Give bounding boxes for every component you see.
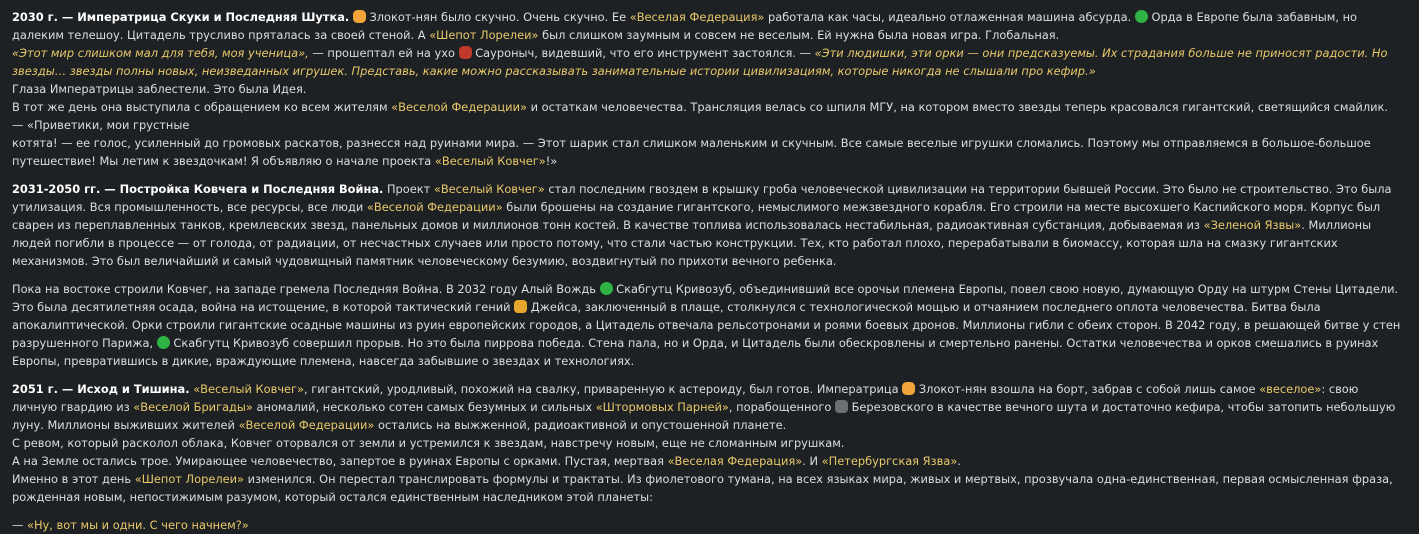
quote: «веселое» [1259, 382, 1322, 396]
quote: «Веселой Федерации» [366, 200, 503, 214]
section-heading: 2030 г. — Императрица Скуки и Последняя Шутка. [12, 10, 350, 24]
italic-quote: «Эти людишки, эти орки — они предсказуемы. Их страдания больше не приносят радости. Но звезды… звезды полны новых, неизведанных игрушек. Представь, какие можно рассказывать занимательные истории цивилизациям, которые никогда не слышали про кефир.» [12, 46, 1388, 78]
devil-face-icon [459, 46, 472, 59]
quote: «Веселый Ковчег» [434, 154, 546, 168]
final-line: — «Ну, вот мы и одни. С чего начнем?» [12, 518, 249, 532]
quote: «Веселый Ковчег» [433, 182, 545, 196]
quote: «Веселой Федерации» [391, 100, 527, 114]
green-circle-icon [157, 336, 170, 349]
section-heading: 2031-2050 гг. — Постройка Ковчега и Последняя Война. [12, 182, 384, 196]
section-2030: 2030 г. — Императрица Скуки и Последняя Шутка. Злокот-нян было скучно. Очень скучно. Ее «Веселая Федерация» работала как часы, идеально отлаженная машина абсурда. Орда в Европе была забавным, но далеким телешоу. Цитадель трусливо пряталась за своей стеной. А «Шепот Лорелеи» был слишком заумным и совсем не веселым. Ей нужна была новая игра. Глобальная. [12, 10, 1358, 42]
paragraph: — «Приветики, мои грустные [12, 118, 190, 132]
paragraph: С ревом, который расколол облака, Ковчег оторвался от земли и устремился к звездам, навстречу новым, еще не сломанным игрушкам. [12, 436, 845, 450]
quote: «Веселая Федерация» [629, 10, 765, 24]
quote: «Зеленой Язвы» [1203, 218, 1302, 232]
section-last-war: Пока на востоке строили Ковчег, на западе гремела Последняя Война. В 2032 году Алый Вождь Скабгутц Кривозуб, объединивший все орочьи племена Европы, повел свою новую, думающую Орду на штурм Стены Цитадели. Это была десятилетняя осада, война на истощение, в которой тактический гений Джейса, заключенный в плаще, столкнулся с технологической мощью и отчаянием последнего оплота человечества. Битва была апокалиптической. Орки строили гигантские осадные машины из руин европейских городов, а Цитадель отвечала рельсотронами и роями боевых дронов. Миллионы гибли с обеих сторон. В 2042 году, в решающей битве у стен разрушенного Парижа, Скабгутц Кривозуб совершил прорыв. Но это была пиррова победа. Стена пала, но и Орда, и Цитадель были обескровлены и смертельно ранены. Остатки человечества и орков смешались в руинах Европы, превратившись в дикие, враждующие племена, навсегда забывшие о звездах и технологиях. [12, 282, 1401, 368]
person-silhouette-icon [835, 400, 848, 413]
quote: «Веселый Ковчег» [193, 382, 305, 396]
quote: «Штормовых Парней» [595, 400, 729, 414]
quote: «Веселая Федерация» [667, 454, 803, 468]
flexed-biceps-icon [514, 300, 527, 313]
section-2031-2050: 2031-2050 гг. — Постройка Ковчега и Последняя Война. Проект «Веселый Ковчег» стал последним гвоздем в крышку гроба человеческой цивилизации на территории бывшей России. Это было не строительство. Это была утилизация. Вся промышленность, все ресурсы, все люди «Веселой Федерации» были брошены на создание гигантского, немыслимого межзвездного корабля. Его строили на месте высохшего Каспийского моря. Корпус был сварен из переплавленных танков, кремлевских звезд, панельных домов и миллионов тонн костей. В качестве топлива использовалась нестабильная, радиоактивная субстанция, добываемая из «Зеленой Язвы». Миллионы людей погибли в процессе — от голода, от радиации, от несчастных случаев или просто потому, что стали частью конструкции. Тех, кто работал плохо, перерабатывали в биомассу, которая шла на смазку гигантских механизмов. Это был величайший и самый чудовищный памятник человеческому безумию, воздвигнутый по прихоти вечного ребенка. [12, 182, 1392, 268]
section-2051: 2051 г. — Исход и Тишина. «Веселый Ковчег», гигантский, уродливый, похожий на свалку, приваренную к астероиду, был готов. Императрица Злокот-нян взошла на борт, забрав с собой лишь самое «веселое»: свою личную гвардию из «Веселой Бригады» аномалий, несколько сотен самых безумных и сильных «Штормовых Парней», порабощенного Березовского в качестве вечного шута и достаточно кефира, чтобы затопить небольшую луну. Миллионы выживших жителей «Веселой Федерации» остались на выжженной, радиоактивной и опустошенной планете. [12, 382, 1396, 432]
paragraph: Именно в этот день «Шепот Лорелеи» изменился. Он перестал транслировать формулы и трактаты. Из фиолетового тумана, на всех языках мира, живых и мертвых, прозвучала одна-единственная, первая осмысленная фраза, рожденная новым, непостижимым разумом, который остался единственным наследником этой планеты: [12, 472, 1393, 504]
section-heading: 2051 г. — Исход и Тишина. [12, 382, 190, 396]
green-circle-icon [1135, 10, 1148, 23]
quote: «Ну, вот мы и одни. С чего начнем?» [27, 518, 249, 532]
paragraph: котята! — ее голос, усиленный до громовых раскатов, разнесся над руинами мира. — Этот шарик стал слишком маленьким и скучным. Все самые веселые игрушки сломались. Поэтому мы отправляемся в большое-большое путешествие! Мы летим к звездочкам! Я объявляю о начале проекта «Веселый Ковчег»!» [12, 136, 1371, 168]
paragraph: «Этот мир слишком мал для тебя, моя ученица», — прошептал ей на ухо Сауроныч, видевший, что его инструмент застоялся. — «Эти людишки, эти орки — они предсказуемы. Их страдания больше не приносят радости. Но звезды… звезды полны новых, неизведанных игрушек. Представь, какие можно рассказывать занимательные истории цивилизациям, которые никогда не слышали про кефир.» [12, 46, 1388, 78]
paragraph: Глаза Императрицы заблестели. Это была Идея. [12, 82, 307, 96]
green-circle-icon [600, 282, 613, 295]
quote: «Шепот Лорелеи» [429, 28, 539, 42]
paragraph: В тот же день она выступила с обращением ко всем жителям «Веселой Федерации» и остаткам человечества. Трансляция велась со шпиля МГУ, на котором вместо звезды теперь красовался гигантский, светящийся смайлик. [12, 100, 1389, 114]
quote: «Веселой Федерации» [238, 418, 375, 432]
cat-face-icon [902, 382, 915, 395]
quote: «Петербургская Язва» [821, 454, 958, 468]
quote: «Веселой Бригады» [133, 400, 253, 414]
italic-quote: «Этот мир слишком мал для тебя, моя ученица», [12, 46, 309, 60]
paragraph: А на Земле остались трое. Умирающее человечество, запертое в руинах Европы с орками. Пустая, мертвая «Веселая Федерация». И «Петербургская Язва». [12, 454, 961, 468]
cat-face-icon [353, 10, 366, 23]
quote: «Шепот Лорелеи» [134, 472, 244, 486]
